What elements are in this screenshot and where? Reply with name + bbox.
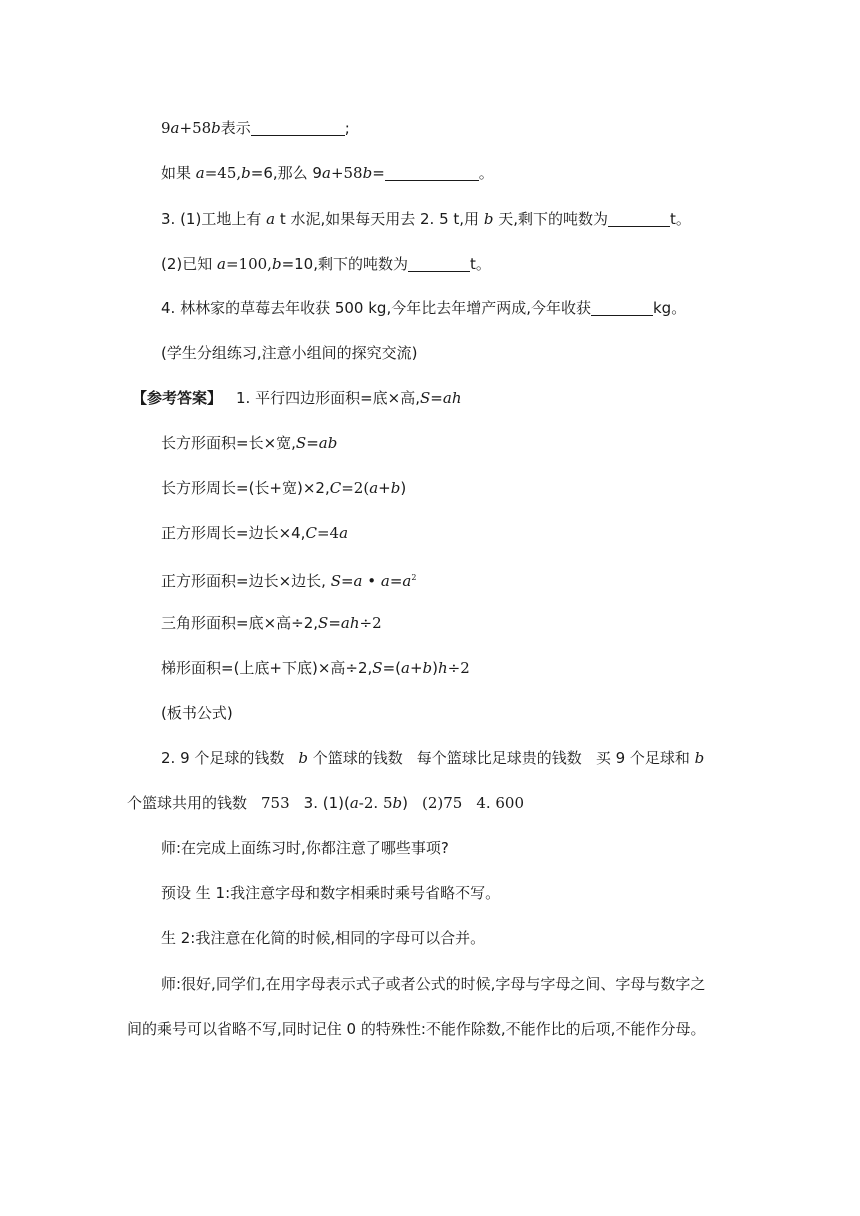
line-student-2: 生 2:我注意在化简的时候,相同的字母可以合并。	[161, 929, 486, 947]
line-board-formulas: (板书公式)	[161, 704, 233, 722]
line-answer-2: 2. 9 个足球的钱数 b 个篮球的钱数 每个篮球比足球贵的钱数 买 9 个足球和 b	[161, 749, 705, 767]
line-substitution: 如果 a=45,b=6,那么 9a+58b= 。	[161, 164, 494, 182]
line-teacher-question: 师:在完成上面练习时,你都注意了哪些事项?	[161, 839, 449, 857]
line-question-3-1: 3. (1)工地上有 a t 水泥,如果每天用去 2. 5 t,用 b 天,剩下的吨数为 t。	[161, 210, 691, 228]
line-square-perimeter: 正方形周长=边长×4,C=4a	[161, 524, 349, 542]
line-square-area: 正方形面积=边长×边长, S=a • $a=a^2$	[161, 572, 417, 590]
line-triangle-area: 三角形面积=底×高÷2,S=ah÷2	[161, 614, 382, 632]
line-answer-parallelogram: 【参考答案】 1. 平行四边形面积=底×高,S=ah	[132, 389, 462, 407]
line-question-4: 4. 林林家的草莓去年收获 500 kg,今年比去年增产两成,今年收获 kg。	[161, 299, 687, 317]
line-teacher-summary: 师:很好,同学们,在用字母表示式子或者公式的时候,字母与字母之间、字母与数字之	[161, 975, 706, 993]
line-trapezoid-area: 梯形面积=(上底+下底)×高÷2,S=(a+b)h÷2	[161, 659, 470, 677]
answer-blank	[591, 299, 653, 316]
line-answer-2-continued: 个篮球共用的钱数 753 3. (1)(a-2. 5b) (2)75 4. 600	[127, 794, 525, 812]
line-rectangle-perimeter: 长方形周长=(长+宽)×2,C=2(a+b)	[161, 479, 407, 497]
line-rectangle-area: 长方形面积=长×宽,S=ab	[161, 434, 338, 452]
line-group-practice-note: (学生分组练习,注意小组间的探究交流)	[161, 344, 418, 362]
reference-answer-label: 【参考答案】	[132, 389, 223, 407]
line-expression-meaning: 9a+58b表示 ;	[161, 119, 350, 137]
answer-blank	[408, 255, 470, 272]
answer-blank	[385, 164, 479, 181]
answer-blank	[251, 119, 345, 136]
line-student-1: 预设 生 1:我注意字母和数字相乘时乘号省略不写。	[161, 884, 501, 902]
line-teacher-summary-continued: 间的乘号可以省略不写,同时记住 0 的特殊性:不能作除数,不能作比的后项,不能作分母。	[127, 1020, 706, 1038]
answer-blank	[608, 210, 670, 227]
line-question-3-2: (2)已知 a=100,b=10,剩下的吨数为 t。	[161, 255, 491, 273]
